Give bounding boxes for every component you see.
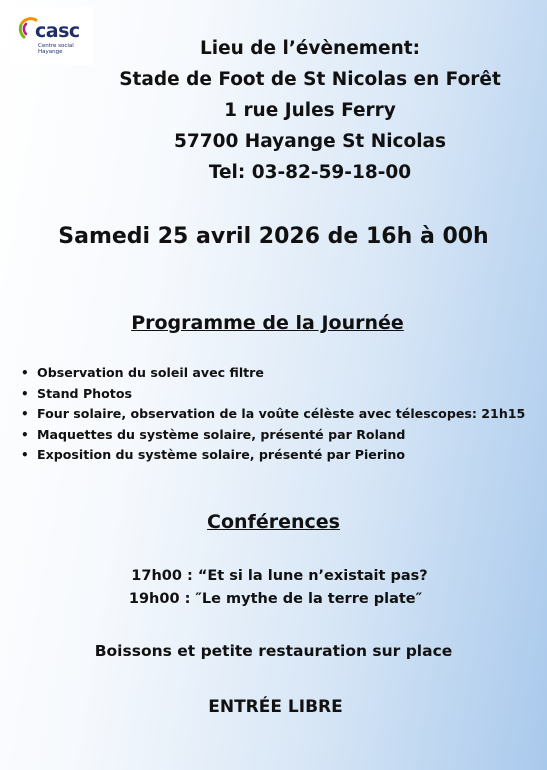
bullet-icon: • (21, 366, 29, 380)
bullet-icon: • (21, 407, 29, 422)
venue-phone: Tel: 03-82-59-18-00 (208, 162, 412, 183)
program-list (20, 363, 525, 466)
casc-logo (12, 7, 94, 65)
program-item (20, 404, 525, 425)
venue-heading: Lieu de l’évènement: (200, 38, 420, 59)
bullet-icon: • (21, 386, 29, 401)
conferences-title: Conférences (207, 511, 340, 533)
venue-block (100, 33, 520, 188)
program-title: Programme de la Journée (131, 312, 404, 334)
bullet-icon: • (21, 427, 29, 442)
program-item-text: Stand Photos (37, 385, 132, 401)
logo-wordmark: casc (35, 20, 80, 42)
bullet-icon: • (21, 448, 29, 463)
entry-notice: ENTRÉE LIBRE (208, 697, 343, 717)
logo-subtitle-line-2: Hayange (38, 49, 63, 55)
program-item (20, 363, 525, 384)
venue-city: 57700 Hayange St Nicolas (173, 131, 447, 152)
conference-talk-2: 19h00 : ″Le mythe de la terre plate″ (128, 591, 423, 607)
program-item-text: Exposition du système solaire, présenté par Pierino (37, 447, 405, 463)
program-item (20, 384, 525, 405)
conference-talk-1: 17h00 : “Et si la lune n’existait pas? (131, 568, 428, 584)
refreshments-note: Boissons et petite restauration sur place (94, 642, 453, 660)
program-item-text: Four solaire, observation de la voûte célèste avec télescopes: 21h15 (37, 406, 526, 422)
program-item-text: Observation du soleil avec filtre (37, 365, 264, 380)
event-date: Samedi 25 avril 2026 de 16h à 00h (58, 224, 489, 249)
program-item-text: Maquettes du système solaire, présenté par Roland (37, 426, 406, 442)
program-item (20, 425, 525, 446)
venue-name: Stade de Foot de St Nicolas en Forêt (119, 69, 501, 90)
venue-street: 1 rue Jules Ferry (224, 100, 396, 121)
conference-list (0, 565, 547, 611)
program-item (20, 445, 525, 466)
logo-subtitle-line-1: Centre social (38, 43, 74, 49)
logo-subtitle (38, 43, 74, 55)
